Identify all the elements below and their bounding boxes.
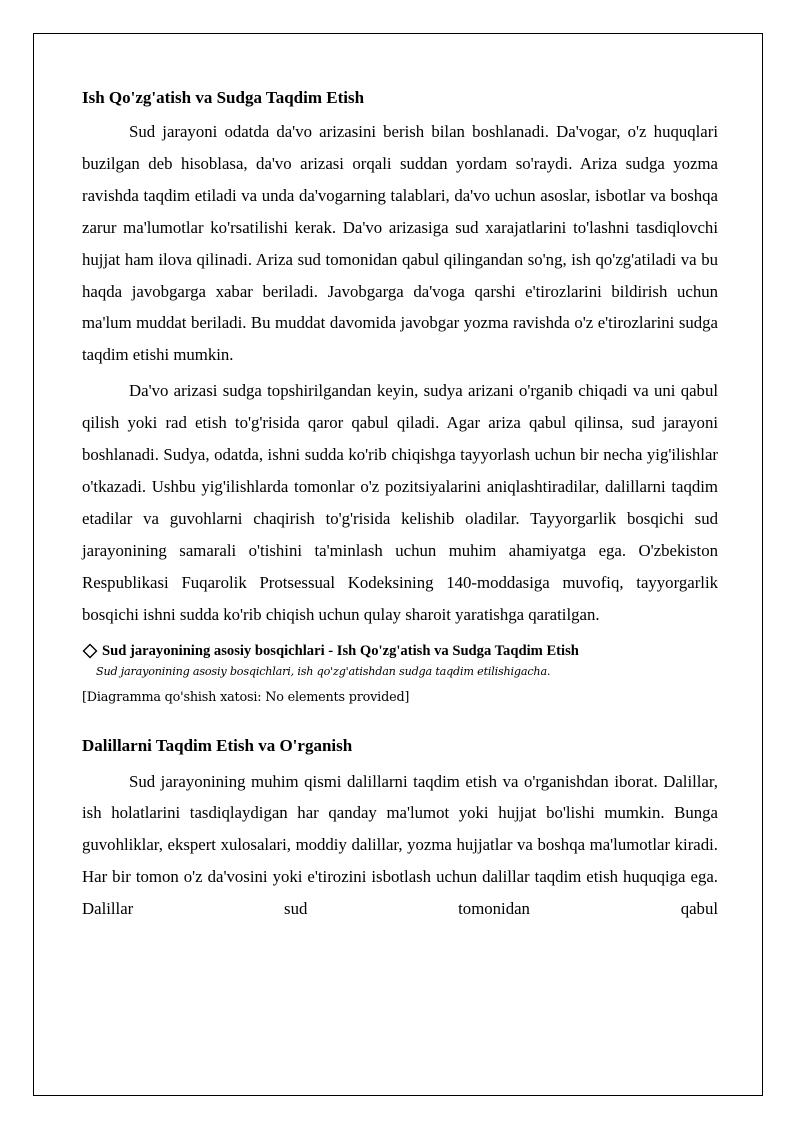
- diagram-title: [82, 640, 718, 662]
- body-paragraph: Sud jarayoni odatda da'vo arizasini berish bilan boshlanadi. Da'vogar, o'z huquqlari buzilgan deb hisoblasa, da'vo arizasi orqali suddan yordam so'raydi. Ariza sudga yozma ravishda taqdim etiladi va unda da'vogarning talablari, da'vo uchun asoslar, isbotlar va boshqa zarur ma'lumotlar ko'rsatilishi kerak. Da'vo arizasiga sud xarajatlarini to'lashni tasdiqlovchi hujjat ham ilova qilinadi. Ariza sud tomonidan qabul qilingandan so'ng, ish qo'zg'atiladi va bu haqda javobgarga xabar beriladi. Javobgarga da'voga qarshi e'tirozlarini bildirish uchun ma'lum muddat beriladi. Bu muddat davomida javobgar yozma ravishda o'z e'tirozlarini sudga taqdim etishi mumkin.: [82, 122, 718, 365]
- body-paragraph: Da'vo arizasi sudga topshirilgandan keyin, sudya arizani o'rganib chiqadi va uni qabul qilish yoki rad etish to'g'risida qaror qabul qiladi. Agar ariza qabul qilinsa, sud jarayoni boshlanadi. Sudya, odatda, ishni sudda ko'rib chiqishga tayyorlash uchun bir necha yig'ilishlar o'tkazadi. Ushbu yig'ilishlarda tomonlar o'z pozitsiyalarini aniqlashtiradilar, dalillarni taqdim etadilar va guvohlarni chaqirish to'g'risida kelishib oladilar. Tayyorgarlik bosqichi sud jarayonining samarali o'tishini ta'minlash uchun muhim ahamiyatga ega. O'zbekiston Respublikasi Fuqarolik Protsessual Kodeksining 140-moddasiga muvofiq, tayyorgarlik bosqichi ishni sudda ko'rib chiqish uchun qulay sharoit yaratishga qaratilgan.: [82, 381, 718, 624]
- diagram-error-message: [Diagramma qo'shish xatosi: No elements provided]: [82, 689, 410, 705]
- diagram-placeholder: [82, 640, 718, 709]
- document-body: [82, 86, 718, 925]
- diagram-title-text: Sud jarayonining asosiy bosqichlari - Ish Qo'zg'atish va Sudga Taqdim Etish: [102, 642, 579, 659]
- section-heading-ish-qozgatish: Ish Qo'zg'atish va Sudga Taqdim Etish: [82, 88, 365, 107]
- diamond-outline-icon: [82, 643, 98, 659]
- diagram-caption: Sud jarayonining asosiy bosqichlari, ish qo'zg'atishdan sudga taqdim etilishigacha.: [96, 664, 551, 678]
- section-heading-dalillar: Dalillarni Taqdim Etish va O'rganish: [82, 735, 353, 755]
- body-paragraph: Sud jarayonining muhim qismi dalillarni taqdim etish va o'rganishdan iborat. Dalillar, ish holatlarini tasdiqlaydigan har qanday ma'lumot yoki hujjat bo'lishi mumkin. Bunga guvohliklar, ekspert xulosalari, moddiy dalillar, yozma hujjatlar va boshqa ma'lumotlar kiradi. Har bir tomon o'z da'vosini yoki e'tirozini isbotlash uchun dalillar taqdim etish huquqiga ega. Dalillar sud tomonidan qabul: [82, 771, 718, 919]
